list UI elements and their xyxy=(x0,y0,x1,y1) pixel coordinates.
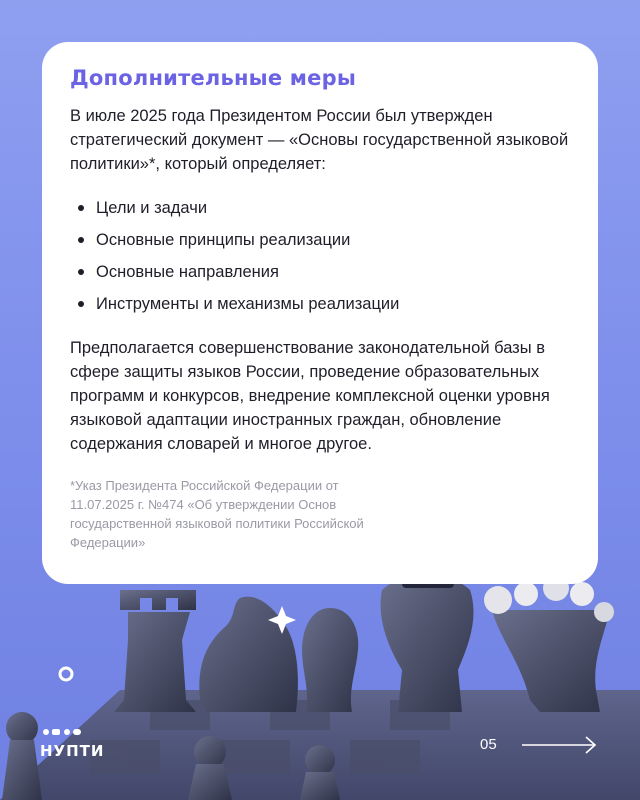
page-number: 05 xyxy=(480,736,497,753)
info-card xyxy=(42,42,598,584)
intro-text: В июле 2025 года Президентом России был утвержден стратегический документ — «Основы государственной языковой политики»*, который определяет: xyxy=(70,107,569,173)
ring-icon xyxy=(60,668,72,680)
description-paragraph: Предполагается совершенствование законодательной базы в сфере защиты языков России, проведение образовательных программ и конкурсов, внедрение комплексной оценки уровня языковой адаптации иностранных граждан, обновление содержания словарей и многое другое. xyxy=(70,339,550,453)
brand-name: НУПТИ xyxy=(40,742,105,760)
card-title: Дополнительные меры xyxy=(70,66,357,90)
list-item: Цели и задачи xyxy=(70,192,570,224)
list-item: Основные направления xyxy=(70,256,570,288)
footnote: *Указ Президента Российской Федерации от 11.07.2025 г. №474 «Об утверждении Основ государственной языковой политики Российской Федерации» xyxy=(70,478,364,550)
measures-list xyxy=(70,192,570,320)
arrow-right-icon[interactable] xyxy=(520,734,600,756)
list-item: Основные принципы реализации xyxy=(70,224,570,256)
list-item: Инструменты и механизмы реализации xyxy=(70,288,570,320)
